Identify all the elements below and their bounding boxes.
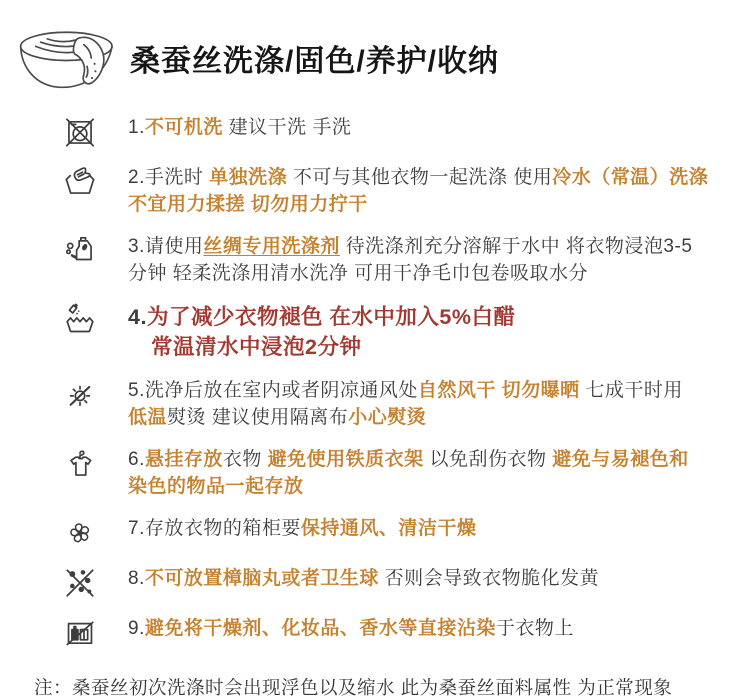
text-segment: 染色的物品一起存放 <box>128 476 304 497</box>
care-item <box>0 377 750 431</box>
text-segment: 2.手洗时 <box>128 167 210 188</box>
care-item <box>0 515 750 550</box>
text-segment: 否则会导致衣物脆化发黄 <box>378 568 600 589</box>
text-segment: 不可放置樟脑丸或者卫生球 <box>144 568 379 589</box>
no-machine-wash-icon <box>60 114 100 149</box>
text-segment: 3.请使用 <box>128 236 204 257</box>
text-segment: 自然风干 切勿曝晒 <box>417 380 580 401</box>
text-segment: 七成干时用 <box>579 380 683 401</box>
care-item-text <box>128 302 516 362</box>
hand-wash-icon <box>60 164 100 218</box>
text-segment: 建议干洗 手洗 <box>222 117 352 138</box>
text-segment: 保持通风、清洁干燥 <box>300 518 477 539</box>
text-segment: 待洗涤剂充分溶解于水中 将衣物浸泡3-5 <box>339 236 693 257</box>
care-item-text <box>128 515 476 550</box>
care-item-text <box>128 114 351 149</box>
care-item-text <box>128 565 599 600</box>
care-item <box>0 114 750 149</box>
text-segment: 1. <box>128 117 145 138</box>
care-item <box>0 233 750 287</box>
text-segment: 低温 <box>128 407 168 428</box>
text-segment: 单独洗涤 <box>209 167 288 188</box>
text-segment: 于衣物上 <box>495 618 574 639</box>
text-segment: 5.洗净后放在室内或者阴凉通风处 <box>128 380 418 401</box>
care-item <box>0 302 750 362</box>
text-segment: 不宜用力揉搓 切勿用力拧干 <box>128 194 368 215</box>
text-segment: 为了减少衣物褪色 在水中加入5%白醋 <box>146 305 516 329</box>
text-segment: 8. <box>128 568 145 589</box>
text-segment: 悬挂存放 <box>144 449 223 470</box>
silk-basin-illustration <box>14 12 122 104</box>
no-mothballs-icon <box>60 565 100 600</box>
text-segment: 小心熨烫 <box>348 407 427 428</box>
footnote-text: 注：桑蚕丝初次洗涤时会出现浮色以及缩水 此为桑蚕丝面料属性 为正常现象 <box>34 677 673 698</box>
text-segment: 以免刮伤衣物 <box>423 449 553 470</box>
text-segment: 不可机洗 <box>144 117 223 138</box>
care-item <box>0 164 750 218</box>
footnote <box>34 674 750 700</box>
page-title: 桑蚕丝洗涤/固色/养护/收纳 <box>130 45 500 78</box>
text-segment: 9. <box>128 618 145 639</box>
text-segment: 避免将干燥剂、化妆品、香水等直接沾染 <box>144 618 496 639</box>
care-item <box>0 446 750 500</box>
care-item <box>0 565 750 600</box>
care-item-text <box>128 377 683 431</box>
vinegar-soak-icon <box>60 302 100 362</box>
no-sunlight-icon <box>60 377 100 431</box>
shirt-hanger-icon <box>60 446 100 500</box>
care-item-text <box>128 233 692 287</box>
text-segment: 不可与其他衣物一起洗涤 使用 <box>287 167 553 188</box>
text-segment: 冷水（常温）洗涤 <box>552 167 709 188</box>
text-segment: 分钟 轻柔洗涤用清水洗净 可用干净毛巾包卷吸取水分 <box>128 263 589 284</box>
text-segment: 常温清水中浸泡2分钟 <box>151 335 362 359</box>
header <box>0 0 750 108</box>
text-segment: 避免与易褪色和 <box>552 449 689 470</box>
care-list <box>0 108 750 650</box>
care-item-text <box>128 615 574 650</box>
care-item-text <box>128 446 689 500</box>
ventilation-fan-icon <box>60 515 100 550</box>
care-item-text <box>128 164 708 218</box>
text-segment: 熨烫 建议使用隔离布 <box>167 407 349 428</box>
detergent-bottle-icon <box>60 233 100 287</box>
no-cosmetics-icon <box>60 615 100 650</box>
care-item <box>0 615 750 650</box>
text-segment: 6. <box>128 449 145 470</box>
text-segment: 避免使用铁质衣架 <box>267 449 424 470</box>
text-segment: 7.存放衣物的箱柜要 <box>128 518 301 539</box>
text-segment: 丝绸专用洗涤剂 <box>203 236 340 257</box>
text-segment: 4. <box>128 305 147 329</box>
text-segment: 衣物 <box>222 449 268 470</box>
